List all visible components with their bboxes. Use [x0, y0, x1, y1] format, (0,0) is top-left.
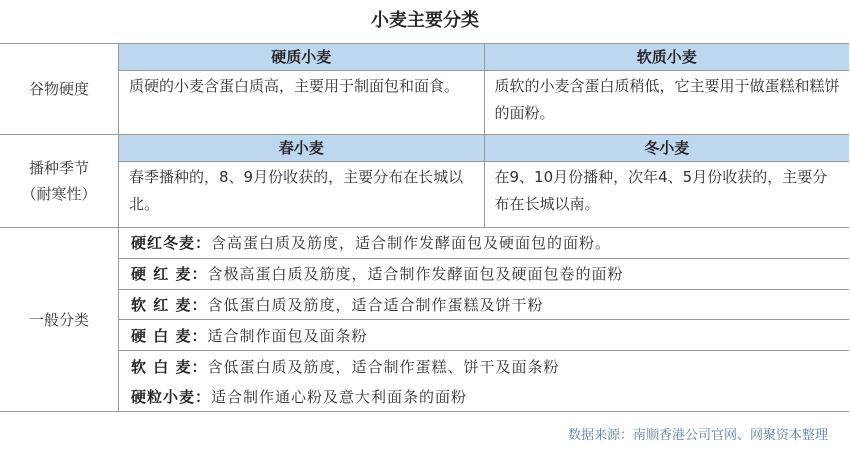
source-note: 数据来源：南顺香港公司官网、网聚资本整理 [567, 428, 828, 443]
row-season [0, 135, 849, 228]
row-label-season-line2: （耐寒性） [21, 185, 97, 203]
general-item-name: 硬 白 麦： [131, 326, 208, 345]
general-item-name: 软 白 麦： [131, 357, 208, 376]
general-item [119, 228, 849, 259]
general-item-desc: 含低蛋白质及筋度，适合适合制作蛋糕及饼干粉 [207, 296, 544, 315]
general-item [119, 351, 849, 381]
row-label-hardness: 谷物硬度 [0, 44, 119, 134]
general-item-name: 硬红冬麦： [131, 234, 212, 253]
col-spring-wheat [119, 135, 484, 227]
text-soft-wheat: 质软的小麦含蛋白质稍低，它主要用于做蛋糕和糕饼的面粉。 [494, 77, 840, 122]
general-item [119, 290, 849, 321]
text-winter-wheat: 在9、10月份播种，次年4、5月份收获的，主要分布在长城以南。 [494, 168, 828, 213]
general-item-name: 硬粒小麦： [131, 387, 212, 406]
general-item-desc: 含高蛋白质及筋度，适合制作发酵面包及硬面包的面粉。 [211, 234, 612, 253]
text-spring-wheat: 春季播种的，8、9月份收获的，主要分布在长城以北。 [129, 168, 464, 213]
col-soft-wheat [484, 44, 850, 134]
col-hard-wheat [119, 44, 484, 134]
general-item-name: 硬 红 麦： [131, 265, 208, 284]
row-hardness [0, 44, 849, 135]
wheat-classification-table [0, 43, 849, 412]
general-item-desc: 适合制作面包及面条粉 [207, 326, 368, 345]
header-hard-wheat: 硬质小麦 [119, 44, 484, 71]
row-label-general: 一般分类 [0, 228, 119, 411]
row-label-season [0, 135, 119, 227]
header-soft-wheat: 软质小麦 [485, 44, 850, 71]
header-spring-wheat: 春小麦 [119, 135, 484, 162]
text-hard-wheat: 质硬的小麦含蛋白质高，主要用于制面包和面食。 [129, 77, 460, 95]
general-item [119, 259, 849, 290]
col-winter-wheat [484, 135, 850, 227]
general-item [119, 381, 849, 411]
row-general [0, 228, 849, 411]
general-item-desc: 适合制作通心粉及意大利面条的面粉 [211, 387, 468, 406]
row-label-season-line1: 播种季节 [28, 159, 89, 177]
general-item-desc: 含极高蛋白质及筋度，适合制作发酵面包及硬面包卷的面粉 [207, 265, 624, 284]
general-item [119, 320, 849, 351]
header-winter-wheat: 冬小麦 [485, 135, 850, 162]
general-item-desc: 含低蛋白质及筋度，适合制作蛋糕、饼干及面条粉 [207, 357, 560, 376]
table-title: 小麦主要分类 [371, 10, 479, 31]
general-item-name: 软 红 麦： [131, 296, 208, 315]
